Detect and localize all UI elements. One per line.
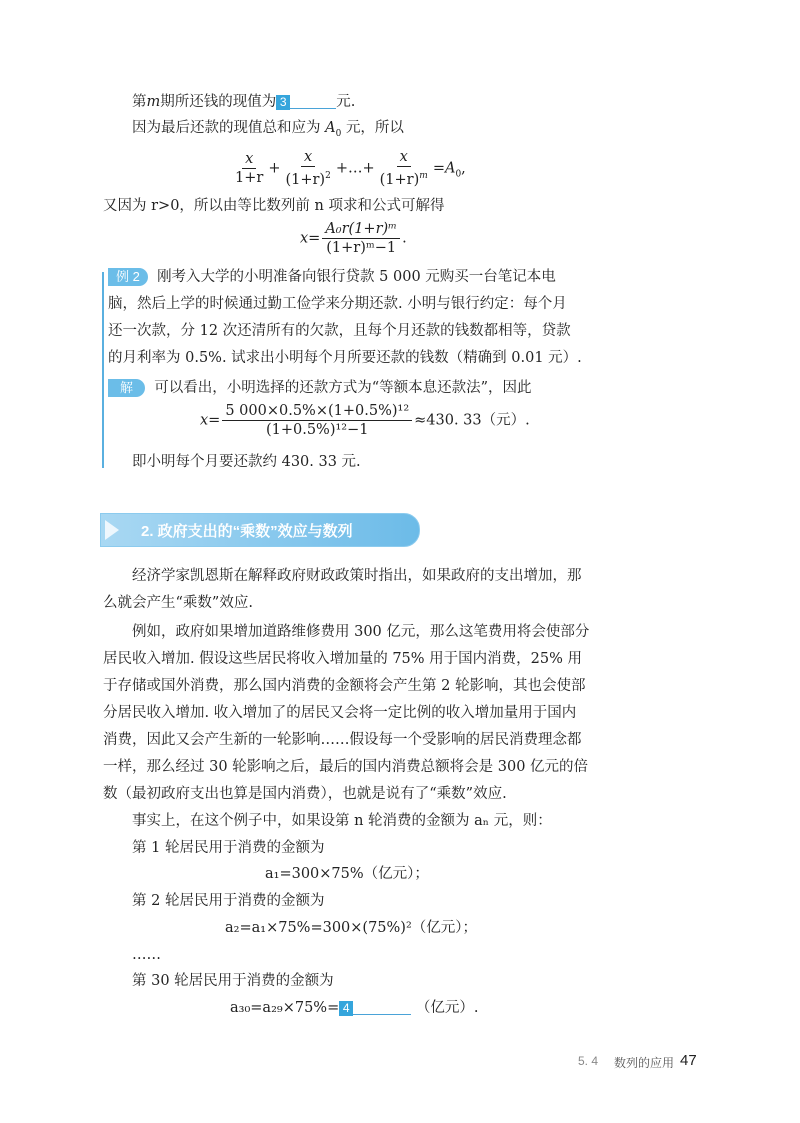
text-line: 第m期所还钱的现值为 3 元.: [132, 94, 356, 110]
footer-section-name: 数列的应用: [614, 1056, 675, 1070]
round-equation: a₁=300×75%（亿元）；: [265, 866, 429, 882]
round-equation: a₂=a₁×75%=300×(75%)²（亿元）；: [225, 920, 478, 936]
triangle-icon: [105, 520, 119, 540]
solution-equation: x= $\frac{\text{5 000×0.5\%×(1+0.5\%)¹²}}{\text{(1+0.5\%)¹²−1}}$ ≈430. 33（元）.: [200, 403, 530, 438]
paragraph-line: 分居民收入增加. 收入增加了的居民又会将一定比例的收入增加量用于国内: [103, 705, 577, 721]
example-line: 例 2 刚考入大学的小明准备向银行贷款 5 000 元购买一台笔记本电: [108, 267, 556, 287]
solution-line: 解 可以看出，小明选择的还款方式为“等额本息还款法”，因此: [108, 378, 532, 398]
paragraph-line: 例如，政府如果增加道路维修费用 300 亿元，那么这笔费用将会使部分: [132, 624, 590, 640]
answer-blank-4[interactable]: [339, 998, 411, 1015]
text-line: 又因为 r>0，所以由等比数列前 n 项求和公式可解得: [103, 198, 445, 214]
example-tag: 例 2: [108, 268, 148, 286]
blank-number: 3: [276, 95, 290, 110]
answer-blank-3[interactable]: [276, 92, 336, 109]
round-label: 第 2 轮居民用于消费的金额为: [132, 893, 325, 909]
text-line: 因为最后还款的现值总和应为 $A_0$ 元，所以: [132, 120, 404, 139]
footer-section-number: 5. 4: [578, 1054, 599, 1068]
paragraph-line: 么就会产生“乘数”效应.: [103, 595, 253, 611]
paragraph-line: 消费，因此又会产生新的一轮影响……假设每一个受影响的居民消费理念都: [103, 732, 582, 748]
section-banner: [100, 513, 420, 547]
ellipsis: ……: [132, 947, 161, 963]
paragraph-line: 经济学家凯恩斯在解释政府财政政策时指出，如果政府的支出增加，那: [132, 568, 582, 584]
example-line: 还一次款，分 12 次还清所有的欠款，且每个月还款的钱数都相等，贷款: [108, 323, 571, 339]
solution-tag: 解: [108, 379, 145, 397]
round-equation: a₃₀=a₂₉×75%= 4 （亿元）.: [230, 1000, 479, 1016]
equation-2: x= $\frac{\text{A₀r(1+r)ᵐ}}{\text{(1+r)ᵐ−1}}$ .: [300, 221, 407, 256]
round-label: 第 30 轮居民用于消费的金额为: [132, 973, 334, 989]
round-label: 第 1 轮居民用于消费的金额为: [132, 840, 325, 856]
paragraph-line: 一样，那么经过 30 轮影响之后，最后的国内消费总额将会是 300 亿元的倍: [103, 759, 589, 775]
page-number: 47: [680, 1052, 697, 1069]
solution-line: 即小明每个月要还款约 430. 33 元.: [132, 454, 361, 470]
paragraph-line: 数（最初政府支出也算是国内消费），也就是说有了“乘数”效应.: [103, 786, 507, 802]
example-bracket: [102, 272, 104, 468]
paragraph-line: 居民收入增加. 假设这些居民将收入增加量的 75% 用于国内消费，25% 用: [103, 651, 583, 667]
example-line: 脑，然后上学的时候通过勤工俭学来分期还款. 小明与银行约定：每个月: [108, 296, 567, 312]
section-title: 2. 政府支出的“乘数”效应与数列: [141, 523, 353, 540]
paragraph-line: 于存储或国外消费，那么国内消费的金额将会产生第 2 轮影响，其也会使部: [103, 678, 586, 694]
example-line: 的月利率为 0.5%. 试求出小明每个月所要还款的钱数（精确到 0.01 元）.: [108, 350, 582, 366]
blank-number: 4: [339, 1001, 353, 1016]
equation-1: $\frac{x}{1+r}$ + $\frac{x}{(1+r)^2}$ +…+ $\frac{x}{(1+r)^m}$ $=A_0$,: [235, 149, 466, 188]
paragraph-line: 事实上，在这个例子中，如果设第 n 轮消费的金额为 aₙ 元，则：: [132, 813, 552, 829]
